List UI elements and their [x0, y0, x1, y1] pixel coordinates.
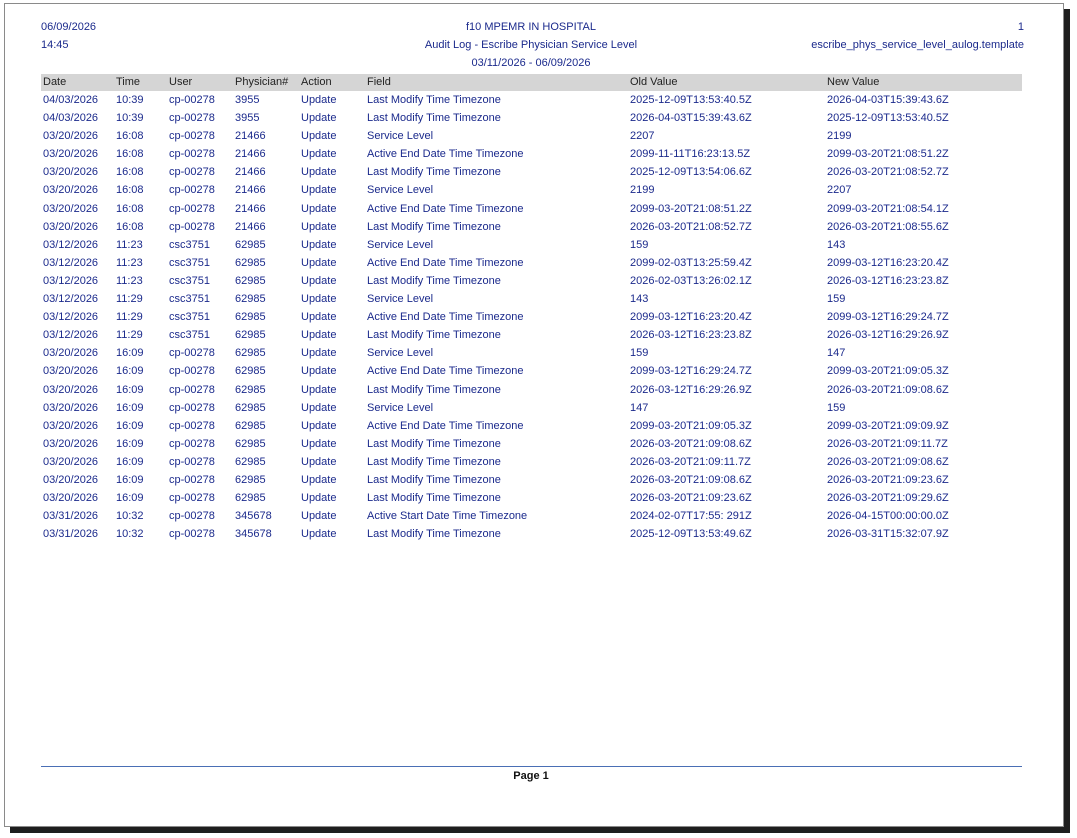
user-cell: cp-00278	[169, 437, 215, 450]
time-cell: 16:08	[116, 220, 144, 233]
new-value-cell: 2026-03-12T16:29:26.9Z	[827, 329, 949, 342]
field-cell: Service Level	[367, 347, 434, 360]
action-cell: Update	[301, 256, 337, 269]
user-cell: cp-00278	[169, 473, 215, 486]
field-cell: Active End Date Time Timezone	[367, 365, 524, 378]
old-value-cell: 2099-03-12T16:29:24.7Z	[630, 365, 752, 378]
action-cell: Update	[301, 437, 337, 450]
table-row	[41, 309, 1022, 327]
table-row	[41, 219, 1022, 237]
old-value-cell: 2026-02-03T13:26:02.1Z	[630, 274, 752, 287]
user-cell: cp-00278	[169, 112, 215, 125]
field-cell: Last Modify Time Timezone	[367, 383, 501, 396]
field-cell: Last Modify Time Timezone	[367, 329, 501, 342]
old-value-cell: 2026-03-20T21:09:08.6Z	[630, 473, 752, 486]
action-cell: Update	[301, 419, 337, 432]
user-cell: cp-00278	[169, 130, 215, 143]
field-cell: Active End Date Time Timezone	[367, 419, 524, 432]
table-row	[41, 418, 1022, 436]
action-cell: Update	[301, 94, 337, 106]
field-cell: Service Level	[367, 238, 434, 251]
user-cell: csc3751	[169, 256, 210, 269]
date-cell: 03/31/2026	[43, 510, 99, 523]
table-row	[41, 508, 1022, 526]
table-row	[41, 291, 1022, 309]
table-row	[41, 327, 1022, 345]
field-cell: Last Modify Time Timezone	[367, 473, 501, 486]
user-cell: cp-00278	[169, 383, 215, 396]
date-cell: 03/12/2026	[43, 256, 99, 269]
table-row	[41, 436, 1022, 454]
field-cell: Active Start Date Time Timezone	[367, 510, 528, 523]
time-cell: 16:09	[116, 365, 144, 378]
user-cell: cp-00278	[169, 202, 215, 215]
new-value-cell: 2207	[827, 184, 852, 197]
user-cell: cp-00278	[169, 220, 215, 233]
physician-cell: 62985	[235, 274, 266, 287]
physician-cell: 21466	[235, 202, 266, 215]
time-cell: 16:09	[116, 492, 144, 505]
new-value-cell: 2026-03-20T21:08:55.6Z	[827, 220, 949, 233]
new-value-cell: 2026-04-03T15:39:43.6Z	[827, 94, 949, 106]
field-cell: Last Modify Time Timezone	[367, 437, 501, 450]
table-row	[41, 255, 1022, 273]
new-value-cell: 2199	[827, 130, 852, 143]
old-value-cell: 2026-03-12T16:23:23.8Z	[630, 329, 752, 342]
field-cell: Last Modify Time Timezone	[367, 492, 501, 505]
field-cell: Active End Date Time Timezone	[367, 202, 524, 215]
time-cell: 16:09	[116, 401, 144, 414]
old-value-cell: 2025-12-09T13:53:40.5Z	[630, 94, 752, 106]
old-value-cell: 2099-11-11T16:23:13.5Z	[630, 148, 751, 161]
column-header-field: Field	[367, 76, 391, 88]
action-cell: Update	[301, 184, 337, 197]
physician-cell: 21466	[235, 148, 266, 161]
old-value-cell: 2099-02-03T13:25:59.4Z	[630, 256, 752, 269]
date-cell: 03/20/2026	[43, 473, 99, 486]
old-value-cell: 2024-02-07T17:55: 291Z	[630, 510, 752, 523]
column-header-date: Date	[43, 76, 67, 88]
table-row	[41, 472, 1022, 490]
report-page	[4, 3, 1064, 827]
time-cell: 16:09	[116, 455, 144, 468]
old-value-cell: 143	[630, 293, 649, 306]
time-cell: 16:08	[116, 130, 144, 143]
date-cell: 03/20/2026	[43, 419, 99, 432]
new-value-cell: 2026-03-20T21:08:52.7Z	[827, 166, 949, 179]
action-cell: Update	[301, 492, 337, 505]
date-cell: 03/12/2026	[43, 311, 99, 324]
date-cell: 03/20/2026	[43, 383, 99, 396]
time-cell: 16:09	[116, 437, 144, 450]
time-cell: 16:08	[116, 202, 144, 215]
new-value-cell: 147	[827, 347, 846, 360]
new-value-cell: 159	[827, 293, 846, 306]
table-row	[41, 273, 1022, 291]
physician-cell: 345678	[235, 510, 272, 523]
column-header-new-value: New Value	[827, 76, 880, 88]
column-header-old-value: Old Value	[630, 76, 678, 88]
time-cell: 11:23	[116, 238, 143, 251]
physician-cell: 21466	[235, 130, 266, 143]
new-value-cell: 2025-12-09T13:53:40.5Z	[827, 112, 949, 125]
old-value-cell: 2026-03-20T21:08:52.7Z	[630, 220, 752, 233]
new-value-cell: 2099-03-20T21:09:09.9Z	[827, 419, 949, 432]
user-cell: cp-00278	[169, 455, 215, 468]
date-cell: 03/20/2026	[43, 220, 99, 233]
physician-cell: 62985	[235, 383, 266, 396]
new-value-cell: 2099-03-12T16:23:20.4Z	[827, 256, 949, 269]
physician-cell: 21466	[235, 184, 266, 197]
date-cell: 03/12/2026	[43, 329, 99, 342]
table-row	[41, 363, 1022, 381]
new-value-cell: 143	[827, 238, 846, 251]
action-cell: Update	[301, 202, 337, 215]
action-cell: Update	[301, 510, 337, 523]
action-cell: Update	[301, 455, 337, 468]
report-date: 06/09/2026	[41, 21, 97, 33]
time-cell: 10:32	[116, 510, 144, 523]
date-cell: 03/20/2026	[43, 184, 99, 197]
table-row	[41, 490, 1022, 508]
action-cell: Update	[301, 130, 337, 143]
time-cell: 11:23	[116, 256, 143, 269]
physician-cell: 21466	[235, 166, 266, 179]
field-cell: Service Level	[367, 130, 434, 143]
time-cell: 11:29	[116, 329, 143, 342]
date-cell: 03/20/2026	[43, 148, 99, 161]
old-value-cell: 2199	[630, 184, 655, 197]
user-cell: csc3751	[169, 293, 210, 306]
field-cell: Active End Date Time Timezone	[367, 311, 524, 324]
old-value-cell: 2099-03-20T21:08:51.2Z	[630, 202, 752, 215]
new-value-cell: 159	[827, 401, 846, 414]
old-value-cell: 2026-03-20T21:09:11.7Z	[630, 455, 751, 468]
new-value-cell: 2026-03-20T21:09:08.6Z	[827, 383, 949, 396]
column-header-user: User	[169, 76, 193, 88]
table-row	[41, 345, 1022, 363]
old-value-cell: 2026-03-20T21:09:23.6Z	[630, 492, 752, 505]
column-header-time: Time	[116, 76, 141, 88]
new-value-cell: 2026-03-20T21:09:29.6Z	[827, 492, 949, 505]
date-cell: 03/20/2026	[43, 202, 99, 215]
old-value-cell: 147	[630, 401, 649, 414]
new-value-cell: 2026-04-15T00:00:00.0Z	[827, 510, 949, 523]
field-cell: Service Level	[367, 184, 434, 197]
physician-cell: 62985	[235, 347, 266, 360]
new-value-cell: 2099-03-20T21:08:54.1Z	[827, 202, 949, 215]
date-cell: 03/20/2026	[43, 347, 99, 360]
new-value-cell: 2026-03-12T16:23:23.8Z	[827, 274, 949, 287]
new-value-cell: 2099-03-12T16:29:24.7Z	[827, 311, 949, 324]
date-cell: 03/20/2026	[43, 365, 99, 378]
date-cell: 04/03/2026	[43, 94, 99, 106]
table-row	[41, 164, 1022, 182]
old-value-cell: 2099-03-12T16:23:20.4Z	[630, 311, 752, 324]
old-value-cell: 159	[630, 238, 649, 251]
old-value-cell: 2026-03-12T16:29:26.9Z	[630, 383, 752, 396]
action-cell: Update	[301, 293, 337, 306]
physician-cell: 3955	[235, 112, 260, 125]
physician-cell: 62985	[235, 329, 266, 342]
table-row	[41, 110, 1022, 128]
table-row	[41, 201, 1022, 219]
field-cell: Active End Date Time Timezone	[367, 256, 524, 269]
action-cell: Update	[301, 274, 337, 287]
physician-cell: 62985	[235, 256, 266, 269]
user-cell: csc3751	[169, 329, 210, 342]
field-cell: Last Modify Time Timezone	[367, 274, 501, 287]
physician-cell: 62985	[235, 473, 266, 486]
field-cell: Active End Date Time Timezone	[367, 148, 524, 161]
time-cell: 11:29	[116, 311, 143, 324]
action-cell: Update	[301, 112, 337, 125]
old-value-cell: 159	[630, 347, 649, 360]
new-value-cell: 2099-03-20T21:08:51.2Z	[827, 148, 949, 161]
field-cell: Last Modify Time Timezone	[367, 166, 501, 179]
old-value-cell: 2026-03-20T21:09:08.6Z	[630, 437, 752, 450]
date-cell: 03/20/2026	[43, 401, 99, 414]
physician-cell: 62985	[235, 401, 266, 414]
date-cell: 03/20/2026	[43, 492, 99, 505]
physician-cell: 21466	[235, 220, 266, 233]
time-cell: 16:09	[116, 419, 144, 432]
action-cell: Update	[301, 166, 337, 179]
physician-cell: 62985	[235, 238, 266, 251]
user-cell: cp-00278	[169, 184, 215, 197]
field-cell: Last Modify Time Timezone	[367, 220, 501, 233]
physician-cell: 62985	[235, 437, 266, 450]
date-cell: 03/20/2026	[43, 166, 99, 179]
footer-divider	[41, 766, 1022, 767]
user-cell: cp-00278	[169, 492, 215, 505]
time-cell: 16:08	[116, 184, 144, 197]
user-cell: cp-00278	[169, 401, 215, 414]
old-value-cell: 2025-12-09T13:53:49.6Z	[630, 528, 752, 541]
time-cell: 16:08	[116, 148, 144, 161]
action-cell: Update	[301, 365, 337, 378]
field-cell: Service Level	[367, 293, 434, 306]
action-cell: Update	[301, 311, 337, 324]
physician-cell: 62985	[235, 293, 266, 306]
table-row	[41, 92, 1022, 110]
action-cell: Update	[301, 148, 337, 161]
field-cell: Last Modify Time Timezone	[367, 112, 501, 125]
date-cell: 04/03/2026	[43, 112, 99, 125]
field-cell: Last Modify Time Timezone	[367, 455, 501, 468]
action-cell: Update	[301, 401, 337, 414]
action-cell: Update	[301, 383, 337, 396]
user-cell: csc3751	[169, 238, 210, 251]
user-cell: cp-00278	[169, 365, 215, 378]
date-cell: 03/20/2026	[43, 455, 99, 468]
table-row	[41, 454, 1022, 472]
new-value-cell: 2099-03-20T21:09:05.3Z	[827, 365, 949, 378]
user-cell: csc3751	[169, 311, 210, 324]
action-cell: Update	[301, 473, 337, 486]
action-cell: Update	[301, 220, 337, 233]
table-row	[41, 146, 1022, 164]
new-value-cell: 2026-03-20T21:09:08.6Z	[827, 455, 949, 468]
table-row	[41, 382, 1022, 400]
time-cell: 16:09	[116, 383, 144, 396]
column-header-action: Action	[301, 76, 332, 88]
report-date-range: 03/11/2026 - 06/09/2026	[471, 57, 591, 69]
table-row	[41, 526, 1022, 544]
column-header-physician: Physician#	[235, 76, 289, 88]
user-cell: cp-00278	[169, 166, 215, 179]
user-cell: cp-00278	[169, 510, 215, 523]
date-cell: 03/20/2026	[43, 437, 99, 450]
date-cell: 03/20/2026	[43, 130, 99, 143]
time-cell: 16:09	[116, 473, 144, 486]
report-title: Audit Log - Escribe Physician Service Level	[424, 39, 638, 51]
physician-cell: 62985	[235, 311, 266, 324]
action-cell: Update	[301, 329, 337, 342]
date-cell: 03/12/2026	[43, 238, 99, 251]
time-cell: 10:39	[116, 112, 144, 125]
audit-log-table	[41, 92, 1022, 544]
new-value-cell: 2026-03-20T21:09:11.7Z	[827, 437, 948, 450]
time-cell: 16:08	[116, 166, 144, 179]
table-row	[41, 237, 1022, 255]
field-cell: Last Modify Time Timezone	[367, 528, 501, 541]
page-number: 1	[1017, 21, 1024, 33]
physician-cell: 62985	[235, 455, 266, 468]
physician-cell: 3955	[235, 94, 260, 106]
field-cell: Last Modify Time Timezone	[367, 94, 501, 106]
new-value-cell: 2026-03-20T21:09:23.6Z	[827, 473, 949, 486]
date-cell: 03/31/2026	[43, 528, 99, 541]
physician-cell: 62985	[235, 492, 266, 505]
user-cell: cp-00278	[169, 347, 215, 360]
table-row	[41, 182, 1022, 200]
user-cell: cp-00278	[169, 148, 215, 161]
table-row	[41, 400, 1022, 418]
field-cell: Service Level	[367, 401, 434, 414]
time-cell: 11:29	[116, 293, 143, 306]
user-cell: cp-00278	[169, 528, 215, 541]
action-cell: Update	[301, 347, 337, 360]
physician-cell: 62985	[235, 419, 266, 432]
old-value-cell: 2207	[630, 130, 655, 143]
time-cell: 16:09	[116, 347, 144, 360]
old-value-cell: 2099-03-20T21:09:05.3Z	[630, 419, 752, 432]
user-cell: cp-00278	[169, 94, 215, 106]
footer-page-label: Page 1	[513, 770, 549, 782]
template-name: escribe_phys_service_level_aulog.template	[811, 39, 1024, 51]
old-value-cell: 2025-12-09T13:54:06.6Z	[630, 166, 752, 179]
time-cell: 10:32	[116, 528, 144, 541]
date-cell: 03/12/2026	[43, 293, 99, 306]
hospital-name: f10 MPEMR IN HOSPITAL	[466, 21, 596, 33]
physician-cell: 62985	[235, 365, 266, 378]
user-cell: csc3751	[169, 274, 210, 287]
report-time: 14:45	[41, 39, 69, 51]
time-cell: 11:23	[116, 274, 143, 287]
column-header-row	[41, 74, 1022, 91]
old-value-cell: 2026-04-03T15:39:43.6Z	[630, 112, 752, 125]
physician-cell: 345678	[235, 528, 272, 541]
new-value-cell: 2026-03-31T15:32:07.9Z	[827, 528, 949, 541]
table-row	[41, 128, 1022, 146]
date-cell: 03/12/2026	[43, 274, 99, 287]
time-cell: 10:39	[116, 94, 144, 106]
user-cell: cp-00278	[169, 419, 215, 432]
action-cell: Update	[301, 238, 337, 251]
action-cell: Update	[301, 528, 337, 541]
